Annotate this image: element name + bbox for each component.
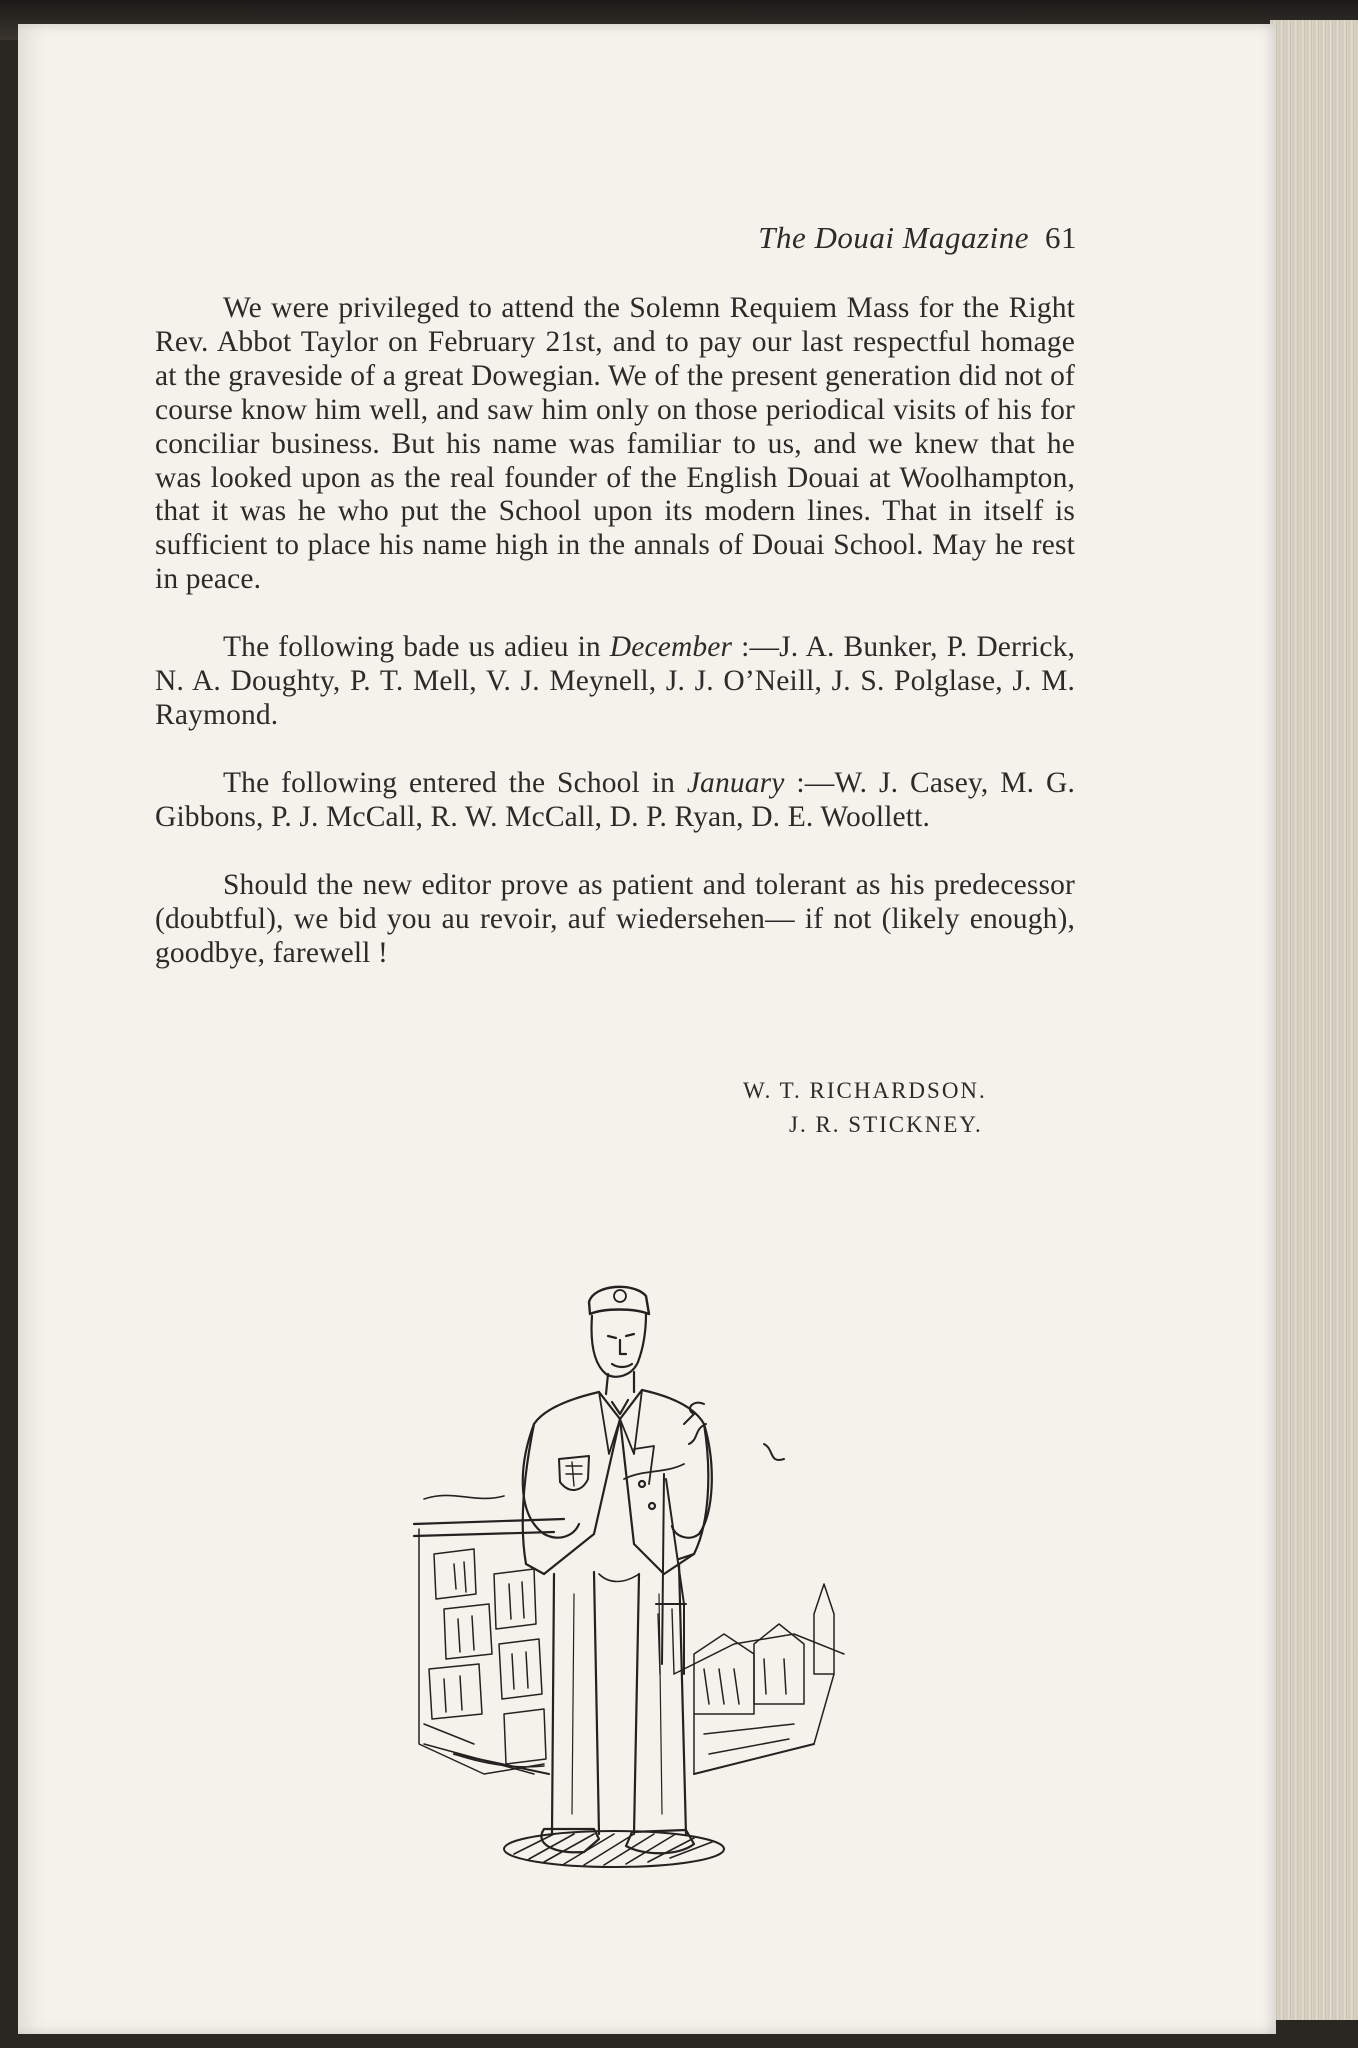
- page-edges: [1270, 20, 1358, 2020]
- paragraph-arrivals: [155, 767, 1075, 835]
- article-body: [155, 292, 1075, 980]
- paragraph-requiem: We were privileged to attend the Solemn Requiem Mass for the Right Rev. Abbot Taylor on February 21st, and to pay our last respectful homage at the graveside of a great Dowegian. We of the present generation did not of course know him well, and saw him only on those periodical visits of his for conciliar business. But his name was familiar to us, and we knew that he was looked upon as the real founder of the English Douai at Woolhampton, that it was he who put the School upon its modern lines. That in itself is sufficient to place his name high in the annals of Douai School. May he rest in peace.: [155, 292, 1075, 596]
- paragraph-farewell: Should the new editor prove as patient and tolerant as his predecessor (doubtful), we bid you au revoir, auf wiedersehen— if not (likely enough), goodbye, farewell !: [155, 868, 1075, 969]
- arrivals-month: January: [686, 766, 785, 799]
- magazine-title: The Douai Magazine: [758, 220, 1029, 255]
- departures-names: :—J. A. Bunker, P. Derrick, N. A. Doughty, P. T. Mell, V. J. Meynell, J. J. O’Neill, J. S. Polglase, J. M. Raymond.: [155, 631, 1075, 731]
- arrivals-lead: The following entered the School in: [223, 766, 687, 799]
- arrivals-names: :—W. J. Casey, M. G. Gibbons, P. J. McCall, R. W. McCall, D. P. Ryan, D. E. Woollett.: [155, 766, 1075, 833]
- signature-stickney: J. R. STICKNEY.: [789, 1112, 983, 1137]
- departures-lead: The following bade us adieu in: [223, 631, 610, 664]
- magazine-page: [18, 24, 1276, 2034]
- paragraph-departures: [155, 631, 1075, 733]
- schoolboy-illustration: [394, 1274, 864, 1884]
- page-number: 61: [1045, 220, 1077, 255]
- running-header: [758, 220, 1077, 256]
- signature-richardson: W. T. RICHARDSON.: [743, 1078, 987, 1103]
- departures-month: December: [609, 631, 733, 664]
